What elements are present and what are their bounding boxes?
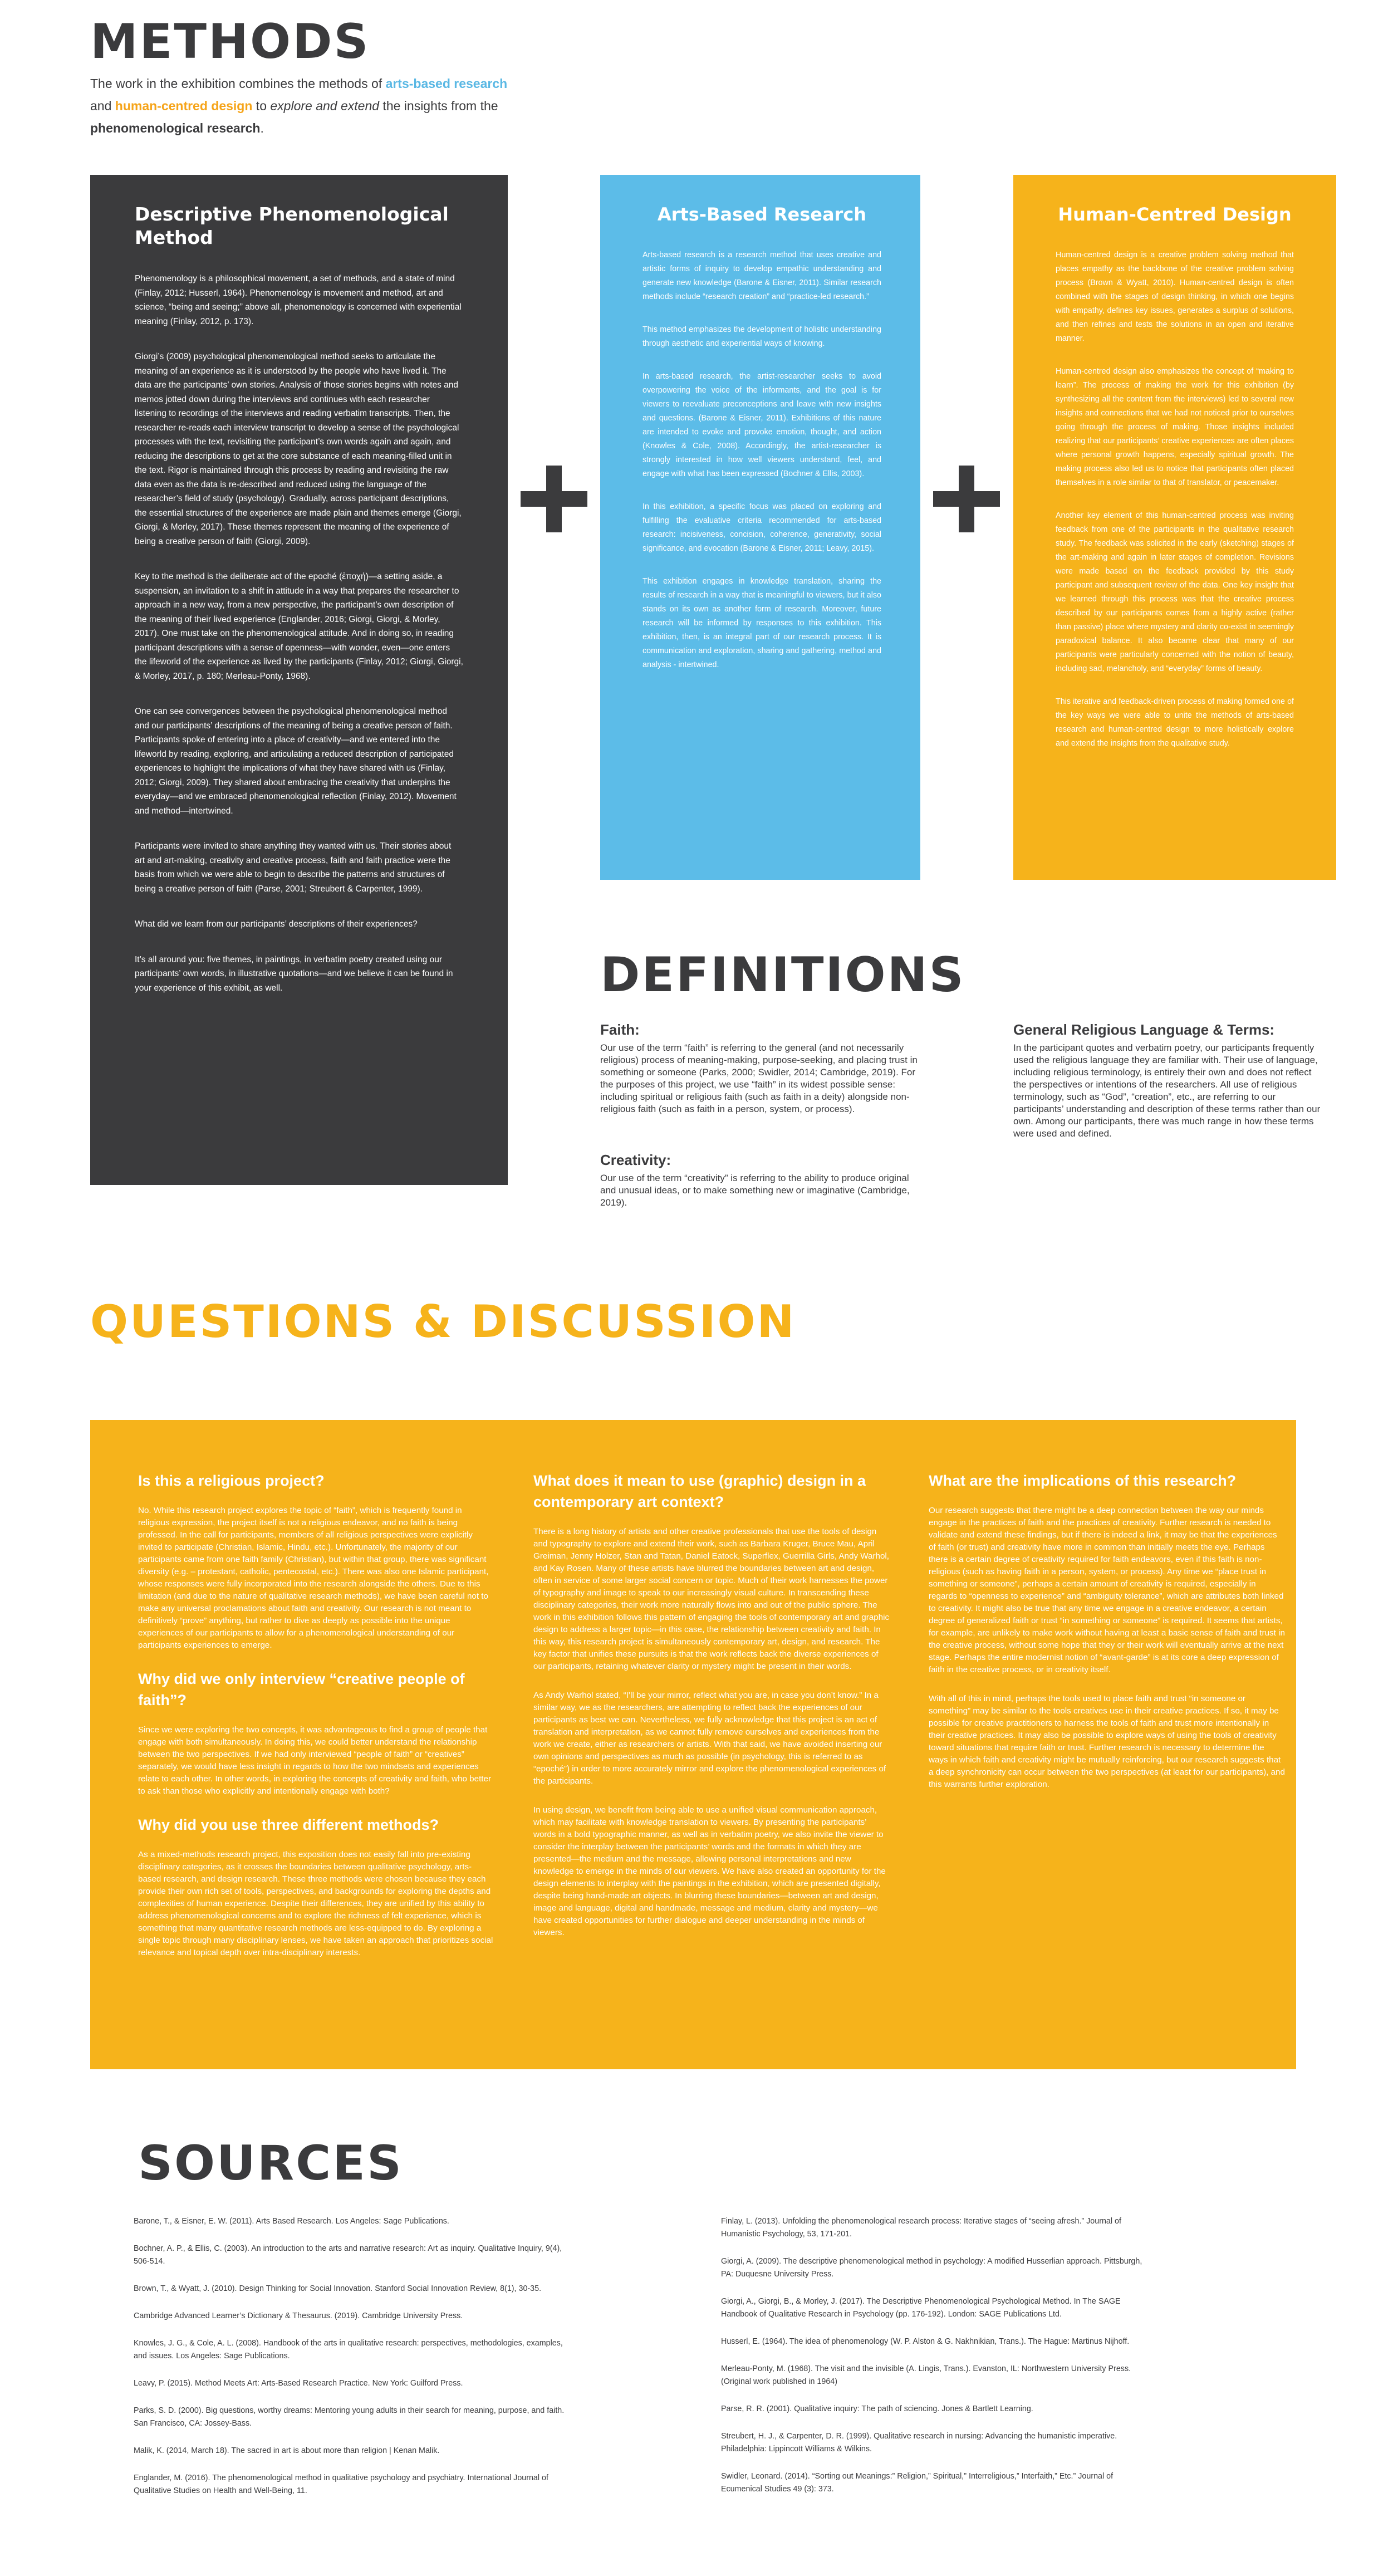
paragraph: Arts-based research is a research method that uses creative and artistic forms of inquiry to develop empathic understanding and generate new knowledge (Barone & Eisner, 2011). Similar research methods include “research creation” and “practice-led research.”	[642, 251, 881, 301]
definitions-title: DEFINITIONS	[600, 947, 965, 1003]
definition-text: Our use of the term “creativity” is referring to the ability to produce original and unusual ideas, or to make something new or imaginative (Cambridge, 2019).	[600, 1173, 910, 1208]
paragraph: This method emphasizes the development of holistic understanding through aesthetic and experiential ways of knowing.	[642, 325, 881, 348]
answer-text: Our research suggests that there might be a deep connection between the way our minds engage in the practices of faith and the practices of creativity. Further research is needed to validate and extend these findings, but if there is indeed a link, it may be that the experiences of faith (or trust) and creativity have more in common than initially meets the eye. Perhaps there is a certain degree of creativity required for faith endeavors, even if this faith is non-religious (such as having faith in a person, system, or process). Any time we “place trust in something or someone”, perhaps a certain amount of creativity is required, especially in regards to “openness to experience” and “ambiguity tolerance”, which are attributes both linked to creativity. It might also be true that any time we engage in a creative endeavor, a certain degree of generalized faith or trust “in something or someone” is required. It seems that artists, for example, are unlikely to make work without having at least a basic sense of faith and trust in the creative process, without some hope that they or their work will eventually arrive at the next stage. Perhaps the entire modernist notion of “avant-garde” is at its core a deep expression of faith in the creative process, or in creativity itself.	[929, 1506, 1285, 1674]
paragraph: One can see convergences between the psychological phenomenological method and our participants’ descriptions of the meaning of being a creative person of faith. Participants spoke of entering into a place of creativity—and we entered into the lifeworld by reading, exploring, and articulating a reduced description of participated experiences to highlight the implications of what they have shared with us (Finlay, 2012; Giorgi, 2009). They shared about embracing the creativity that underpins the everyday—and we embraced phenomenological reflection (Finlay, 2012). Movement and method—intertwined.	[135, 707, 457, 816]
question-heading: What does it mean to use (graphic) design in a contemporary art context?	[533, 1472, 866, 1510]
answer-text: No. While this research project explores the topic of “faith”, which is frequently found in religious expression, the project itself is not a religious endeavor, and no faith is being professed. In the call for participants, members of all religious perspectives were explicitly invited to participate (Christian, Islamic, Hindu, etc.). Unfortunately, the majority of our participants came from one faith family (Christian), but within that group, there was significant diversity (e.g. – protestant, catholic, pentecostal, etc.). There was also one Islamic participant, whose responses were fully incorporated into the research alongside the others. Due to this limitation (and due to the nature of qualitative research methods), we have been careful not to make any universal proclamations about faith and creativity. Our research is not meant to definitively “prove” anything, but rather to dive as deeply as possible into the unique experiences of our participants to allow for a phenomenological understanding of our participants experiences to emerge.	[138, 1506, 489, 1650]
source-entry: Merleau-Ponty, M. (1968). The visit and the invisible (A. Lingis, Trans.). Evanston, IL: Northwestern University Press. (Original work published in 1964)	[721, 2364, 1131, 2386]
definition-term: General Religious Language & Terms:	[1013, 1021, 1275, 1038]
intro-text: to	[252, 99, 271, 113]
source-entry: Giorgi, A., Giorgi, B., & Morley, J. (2017). The Descriptive Phenomenological Psychological Method. In The SAGE Handbook of Qualitative Research in Psychology (pp. 176-192). London: SAGE Publications Ltd.	[721, 2297, 1121, 2319]
definition-text: In the participant quotes and verbatim poetry, our participants frequently used the religious language they are familiar with. Their use of language, including religious terminology, is entirely their own and does not reflect the perspectives or intentions of the researchers. All use of religious terminology, such as “God”, “creation”, etc., are referring to our participants’ understanding and description of these terms rather than our own. Among our participants, there was much range in how these terms were used and defined.	[1013, 1042, 1321, 1139]
intro-text: and	[90, 99, 115, 113]
questions-title: QUESTIONS & DISCUSSION	[90, 1296, 796, 1348]
intro-emphasis: explore and extend	[270, 99, 380, 113]
intro-text: the insights from the	[379, 99, 498, 113]
paragraph: Another key element of this human-centred process was inviting feedback from one of the participants in the qualitative research study. The feedback was solicited in the early (sketching) stages of the art-making and again in later stages of completion. Revisions were made based on the feedback provided by this study participant and subsequent review of the data. One key insight that we learned through this process was that the creative process described by our participants comes from a highly active (rather than passive) place where mystery and clarity co-exist in seemingly paradoxical balance. It also became clear that many of our participants were particularly concerned with the notion of beauty, including sad, melancholy, and “everyday” forms of beauty.	[1056, 511, 1294, 673]
definition-faith	[600, 1021, 923, 1115]
plus-icon	[521, 466, 587, 532]
question-heading: What are the implications of this research?	[929, 1472, 1237, 1489]
source-entry: Husserl, E. (1964). The idea of phenomenology (W. P. Alston & G. Nakhnikian, Trans.). The Hague: Martinus Nijhoff.	[721, 2337, 1130, 2346]
definition-term: Faith:	[600, 1021, 640, 1038]
source-entry: Knowles, J. G., & Cole, A. L. (2008). Handbook of the arts in qualitative research: perspectives, methodologies, examples, and issues. Los Angeles: Sage Publications.	[134, 2339, 563, 2360]
paragraph: Phenomenology is a philosophical movement, a set of methods, and a state of mind (Finlay, 2012; Husserl, 1964). Phenomenology is movement and method, art and science, “being and seeing;” above all, phenomenology is concerned with experiential meaning (Finlay, 2012, p. 173).	[135, 274, 462, 326]
source-entry: Brown, T., & Wyatt, J. (2010). Design Thinking for Social Innovation. Stanford Social Innovation Review, 8(1), 30-35.	[134, 2284, 542, 2293]
paragraph: Human-centred design also emphasizes the concept of “making to learn”. The process of making the work for this exhibition (by synthesizing all the content from the interviews) led to several new insights and connections that we had not noticed prior to ourselves going through the process of making. Those insights included realizing that our participants’ creative experiences are often places where personal growth happens, especially spiritual growth. The making process also led us to notice that participants often placed themselves in a role similar to that of translator, or peacemaker.	[1056, 367, 1294, 487]
source-entry: Englander, M. (2016). The phenomenological method in qualitative psychology and psychiatry. International Journal of Qualitative Studies on Health and Well-Being, 11.	[134, 2474, 548, 2495]
methods-intro	[90, 72, 569, 139]
paragraph: In this exhibition, a specific focus was placed on exploring and fulfilling the evaluative criteria recommended for arts-based research: incisiveness, concision, coherence, generativity, social significance, and evocation (Barone & Eisner, 2011; Leavy, 2015).	[642, 502, 881, 553]
intro-arts-based-research: arts-based research	[385, 76, 508, 91]
paragraph: In arts-based research, the artist-researcher seeks to avoid overpowering the voice of the informants, and the goal is for viewers to reevaluate preconceptions and leave with new insights and questions. (Barone & Eisner, 2011). Exhibitions of this nature are intended to evoke and provoke emotion, thought, and action (Knowles & Cole, 2008). Accordingly, the artist-researcher is strongly interested in how well viewers understand, feel, and engage with what has been expressed (Bochner & Ellis, 2003).	[642, 372, 881, 478]
source-entry: Leavy, P. (2015). Method Meets Art: Arts-Based Research Practice. New York: Guilford Press.	[134, 2379, 463, 2388]
paragraph: This iterative and feedback-driven process of making formed one of the key ways we were able to unite the methods of arts-based research and human-centred design to more holistically explore and extend the insights from the qualitative study.	[1056, 697, 1294, 748]
source-entry: Malik, K. (2014, March 18). The sacred in art is about more than religion | Kenan Malik.	[134, 2446, 440, 2455]
paragraph: This exhibition engages in knowledge translation, sharing the results of research in a way that is meaningful to viewers, but it also stands on its own as another form of research. Moreover, future research will be informed by responses to this exhibition. This exhibition, then, is an integral part of our research process. It is communication and exploration, sharing and gathering, method and analysis - intertwined.	[642, 577, 881, 669]
paragraph: Human-centred design is a creative problem solving method that places empathy as the backbone of the creative problem solving process (Brown & Wyatt, 2010). Human-centred design is often combined with the stages of design thinking, in which one begins with empathy, defines key issues, generates a surplus of solutions, and then refines and tests the solutions in an open and iterative manner.	[1056, 251, 1294, 343]
question-column	[533, 1470, 890, 1956]
source-entry: Streubert, H. J., & Carpenter, D. R. (1999). Qualitative research in nursing: Advancing the humanistic imperative. Philadelphia: Lippincott Williams & Wilkins.	[721, 2432, 1117, 2453]
answer-text: Since we were exploring the two concepts, it was advantageous to find a group of people that engage with both simultaneously. In doing this, we could better understand the relationship between the two perspectives. If we had only interviewed “people of faith” or “creatives” separately, we would have less insight in regards to how the two mindsets and experiences relate to each other. In other words, in exploring the concepts of creativity and faith, who better to ask than those who explicitly and intentionally engage with both?	[138, 1725, 492, 1796]
source-entry: Cambridge Advanced Learner’s Dictionary & Thesaurus. (2019). Cambridge University Press.	[134, 2311, 463, 2320]
intro-text: The work in the exhibition combines the methods of	[90, 76, 386, 91]
question-heading: Is this a religious project?	[138, 1472, 325, 1489]
sources-right-column	[721, 2215, 1155, 2510]
question-heading: Why did we only interview “creative people of faith”?	[138, 1671, 465, 1708]
questions-panel	[90, 1420, 1296, 2069]
plus-icon	[933, 466, 1000, 532]
paragraph: What did we learn from our participants’ descriptions of their experiences?	[135, 919, 418, 929]
question-column	[929, 1470, 1285, 1808]
source-entry: Barone, T., & Eisner, E. W. (2011). Arts Based Research. Los Angeles: Sage Publications.	[134, 2217, 449, 2226]
sources-left-column	[134, 2215, 568, 2512]
answer-text: There is a long history of artists and other creative professionals that use the tools of design and typography to explore and extend their work, such as Barbara Kruger, Bruce Mau, April Greiman, Jenny Holzer, Stan and Tatan, Daniel Eatock, Superflex, Guerrilla Girls, Andy Warhol, and Kay Rosen. Many of these artists have blurred the boundaries between art and design, often in service of some larger social concern or topic. Much of their work harnesses the power of typography and image to speak to our increasingly visual culture. In transcending these disciplinary categories, their work more naturally flows into and out of the public sphere. The work in this exhibition follows this pattern of engaging the tools of contemporary art and graphic design to address a larger topic—in this case, the relationship between creativity and faith. In this way, this research project is simultaneously contemporary art, design, and research. The key factor that unifies these pursuits is that the work reflects back the diverse experiences of our participants, retaining whatever clarity or mystery might be present in their words.	[533, 1527, 890, 1671]
source-entry: Parse, R. R. (2001). Qualitative inquiry: The path of sciencing. Jones & Bartlett Learning.	[721, 2404, 1033, 2413]
definition-term: Creativity:	[600, 1152, 671, 1168]
intro-phenomenological: phenomenological research	[90, 121, 261, 135]
question-heading: Why did you use three different methods?	[138, 1816, 439, 1833]
panel-arts-based-research	[600, 175, 920, 880]
paragraph: Key to the method is the deliberate act of the epoché (ἐποχή)—a setting aside, a suspension, an invitation to a shift in attitude in a way that prepares the researcher to approach in a new way, from a new perspective, the participant’s own description of the meaning of their lived experience (Englander, 2016; Giorgi, Giorgi, & Morley, 2017). One must take on the phenomenological attitude. And in doing so, in reading participant descriptions with a sense of openness—with wonder, even—one enters the lifeworld of the experience as lived by the participants (Finlay, 2012; Giorgi, Giorgi, & Morley, 2017, p. 180; Merleau-Ponty, 1968).	[135, 572, 463, 681]
methods-title: METHODS	[90, 14, 370, 70]
paragraph: It’s all around you: five themes, in paintings, in verbatim poetry created using our participants’ own words, in illustrative quotations—and we believe it can be found in your experience of this exhibit, as well.	[135, 954, 453, 993]
panel-title: Descriptive Phenomenological Method	[135, 203, 449, 248]
paragraph: Participants were invited to share anything they wanted with us. Their stories about art and art-making, creativity and creative process, faith and faith practice were the basis from which we were able to begin to describe the patterns and structures of being a creative person of faith (Parse, 2001; Streubert & Carpenter, 1999).	[135, 841, 452, 894]
intro-human-centred-design: human-centred design	[115, 99, 253, 113]
source-entry: Giorgi, A. (2009). The descriptive phenomenological method in psychology: A modified Husserlian approach. Pittsburgh, PA: Duquesne University Press.	[721, 2257, 1142, 2279]
panel-title: Human-Centred Design	[1058, 204, 1292, 225]
answer-text: In using design, we benefit from being able to use a unified visual communication approach, which may facilitate with knowledge translation to viewers. By presenting the participants’ words in a bold typographic manner, as well as in verbatim poetry, we also invite the viewer to consider the interplay between the participants’ words and the formats in which they are presented—the medium and the message, allowing personal interpretations and new knowledge to emerge in the minds of our viewers. We have also created an opportunity for the design elements to interplay with the paintings in the exhibition, which are presented digitally, despite being hand-made art objects. In blurring these boundaries—between art and design, image and language, digital and handmade, message and medium, clarity and mystery—we have created opportunities for further dialogue and deeper understanding in the minds of viewers.	[533, 1805, 886, 1937]
source-entry: Parks, S. D. (2000). Big questions, worthy dreams: Mentoring young adults in their search for meaning, purpose, and faith. San Francisco, CA: Jossey-Bass.	[134, 2406, 565, 2428]
question-column	[138, 1470, 494, 1976]
panel-descriptive-phenomenological-method	[90, 175, 508, 1185]
paragraph: Giorgi’s (2009) psychological phenomenological method seeks to articulate the meaning of an experience as it is understood by the people who have lived it. The data are the participants’ own stories. Analysis of those stories begins with notes and memos jotted down during the interviews and continues with each researcher listening to recordings of the interviews and reading verbatim transcripts. Then, the researcher re-reads each interview transcript to develop a sense of the psychological processes with the text, revisiting the participant’s own words again and again, and reducing the descriptions to get at the core substance of each meaning-filled unit in the text. Rigor is maintained through this process by reading and revisiting the raw data even as the data is re-described and reduced using the language of the researcher’s field of study (psychology). Gradually, across participant descriptions, the essential structures of the experience are made plain and themes emerge (Giorgi, Giorgi, & Morley, 2017). These themes represent the meaning of the experience of being a creative person of faith (Giorgi, 2009).	[135, 352, 462, 546]
panel-human-centred-design	[1013, 175, 1336, 880]
sources-title: SOURCES	[138, 2136, 403, 2191]
source-entry: Finlay, L. (2013). Unfolding the phenomenological research process: Iterative stages of “seeing afresh.” Journal of Humanistic Psychology, 53, 171-201.	[721, 2217, 1121, 2239]
source-entry: Swidler, Leonard. (2014). “Sorting out Meanings:” Religion,” Spiritual,” Interreligious,” Interfaith,” Etc.” Journal of Ecumenical Studies 49 (3): 373.	[721, 2472, 1114, 2494]
definition-text: Our use of the term “faith” is referring to the general (and not necessarily religious) process of meaning-making, purpose-seeking, and placing trust in something or someone (Parks, 2000; Swidler, 2014; Cambridge, 2019). For the purposes of this project, we use “faith” in its widest possible sense: including spiritual or religious faith (such as faith in a deity) alongside non-religious faith (such as faith in a person, system, or process).	[600, 1042, 918, 1114]
definition-creativity	[600, 1152, 923, 1209]
answer-text: As a mixed-methods research project, this exposition does not easily fall into pre-existing disciplinary categories, as it crosses the boundaries between qualitative psychology, arts-based research, and design research. These three methods were chosen because they each provide their own rich set of tools, perspectives, and backgrounds for exploring the depths and complexities of human experience. Despite their differences, they are unified by this ability to address phenomenological concerns and to explore the richness of felt experience, which is something that many quantitative research methods are less-equipped to do. By exploring a single topic through many disciplinary lenses, we have taken an approach that prioritizes social relevance and topical depth over intra-disciplinary interests.	[138, 1850, 493, 1957]
source-entry: Bochner, A. P., & Ellis, C. (2003). An introduction to the arts and narrative research: Art as inquiry. Qualitative Inquiry, 9(4), 506-514.	[134, 2244, 562, 2266]
answer-text: With all of this in mind, perhaps the tools used to place faith and trust “in someone or something” may be similar to the tools creatives use in their creative practices. If so, it may be possible for creative practitioners to harness the tools of faith and trust more intentionally in their creative practices. It may also be possible to explore ways of using the tools of creativity toward situations that require faith or trust. Further research is necessary to determine the ways in which faith and creativity might be mutually reinforcing, but our research suggests that a deep synchronicity can occur between the two perspectives (at least for our participants), and this warrants further exploration.	[929, 1694, 1285, 1789]
definition-religious-language	[1013, 1021, 1325, 1140]
answer-text: As Andy Warhol stated, “I’ll be your mirror, reflect what you are, in case you don’t know.” In a similar way, we as the researchers, are attempting to reflect back the experiences of our participants as best we can. Nevertheless, we fully acknowledge that this project is an act of translation and interpretation, as we cannot fully remove ourselves and experiences from the work we create, either as researchers or artists. With that said, we have avoided inserting our own opinions and perspectives as much as possible (in psychology, this is referred to as “epoché”) in order to more accurately mirror and explore the phenomenological experiences of the participants.	[533, 1691, 886, 1786]
intro-text: .	[260, 121, 264, 135]
panel-title: Arts-Based Research	[657, 204, 867, 225]
